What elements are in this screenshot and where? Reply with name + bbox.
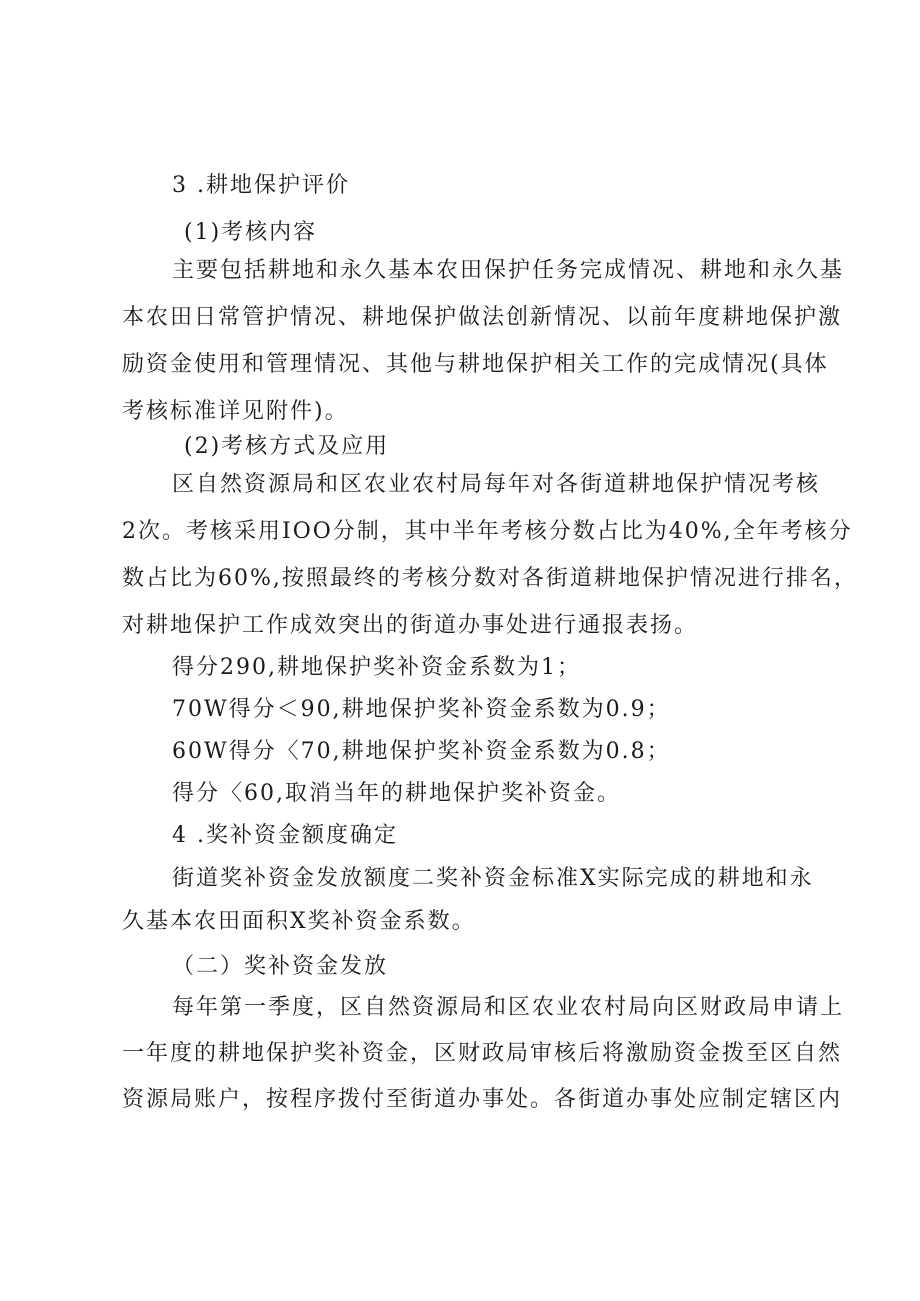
- paragraph-line: 每年第一季度，区自然资源局和区农业农村局向区财政局申请上: [172, 995, 845, 1020]
- section-heading-4: 4 .奖补资金额度确定: [172, 823, 398, 848]
- score-rule-line: 60W得分〈70,耕地保护奖补资金系数为0.8；: [172, 739, 671, 764]
- paragraph-line: 久基本农田面积X奖补资金系数。: [122, 909, 476, 934]
- paragraph-line: 主要包括耕地和永久基本农田保护任务完成情况、耕地和永久基: [172, 258, 845, 283]
- paragraph-line: 本农田日常管护情况、耕地保护做法创新情况、以前年度耕地保护激: [122, 305, 843, 330]
- score-rule-line: 得分〈60,取消当年的耕地保护奖补资金。: [172, 781, 621, 806]
- paragraph-line: 考核标准详见附件)。: [122, 399, 349, 424]
- section-heading-3: 3 .耕地保护评价: [172, 173, 350, 198]
- paragraph-line: 对耕地保护工作成效突出的街道办事处进行通报表扬。: [122, 613, 699, 638]
- score-rule-line: 70W得分＜90,耕地保护奖补资金系数为0.9；: [172, 697, 671, 722]
- paragraph-line: 区自然资源局和区农业农村局每年对各街道耕地保护情况考核: [172, 472, 821, 497]
- subheading-fund-disbursement: （二）奖补资金发放: [172, 954, 389, 979]
- subheading-assessment-method: (2)考核方式及应用: [184, 434, 390, 459]
- paragraph-line: 资源局账户，按程序拨付至街道办事处。各街道办事处应制定辖区内: [122, 1087, 843, 1112]
- paragraph-line: 一年度的耕地保护奖补资金，区财政局审核后将激励资金拨至区自然: [122, 1041, 843, 1066]
- subheading-assessment-content: (1)考核内容: [184, 220, 318, 245]
- score-rule-line: 得分290,耕地保护奖补资金系数为1；: [172, 655, 581, 680]
- paragraph-line: 街道奖补资金发放额度二奖补资金标准X实际完成的耕地和永: [172, 866, 814, 891]
- paragraph-line: 数占比为60%,按照最终的考核分数对各街道耕地保护情况进行排名，: [122, 566, 858, 591]
- paragraph-line: 励资金使用和管理情况、其他与耕地保护相关工作的完成情况(具体: [122, 352, 829, 377]
- paragraph-line: 2次。考核采用IOO分制，其中半年考核分数占比为40%,全年考核分: [122, 519, 853, 544]
